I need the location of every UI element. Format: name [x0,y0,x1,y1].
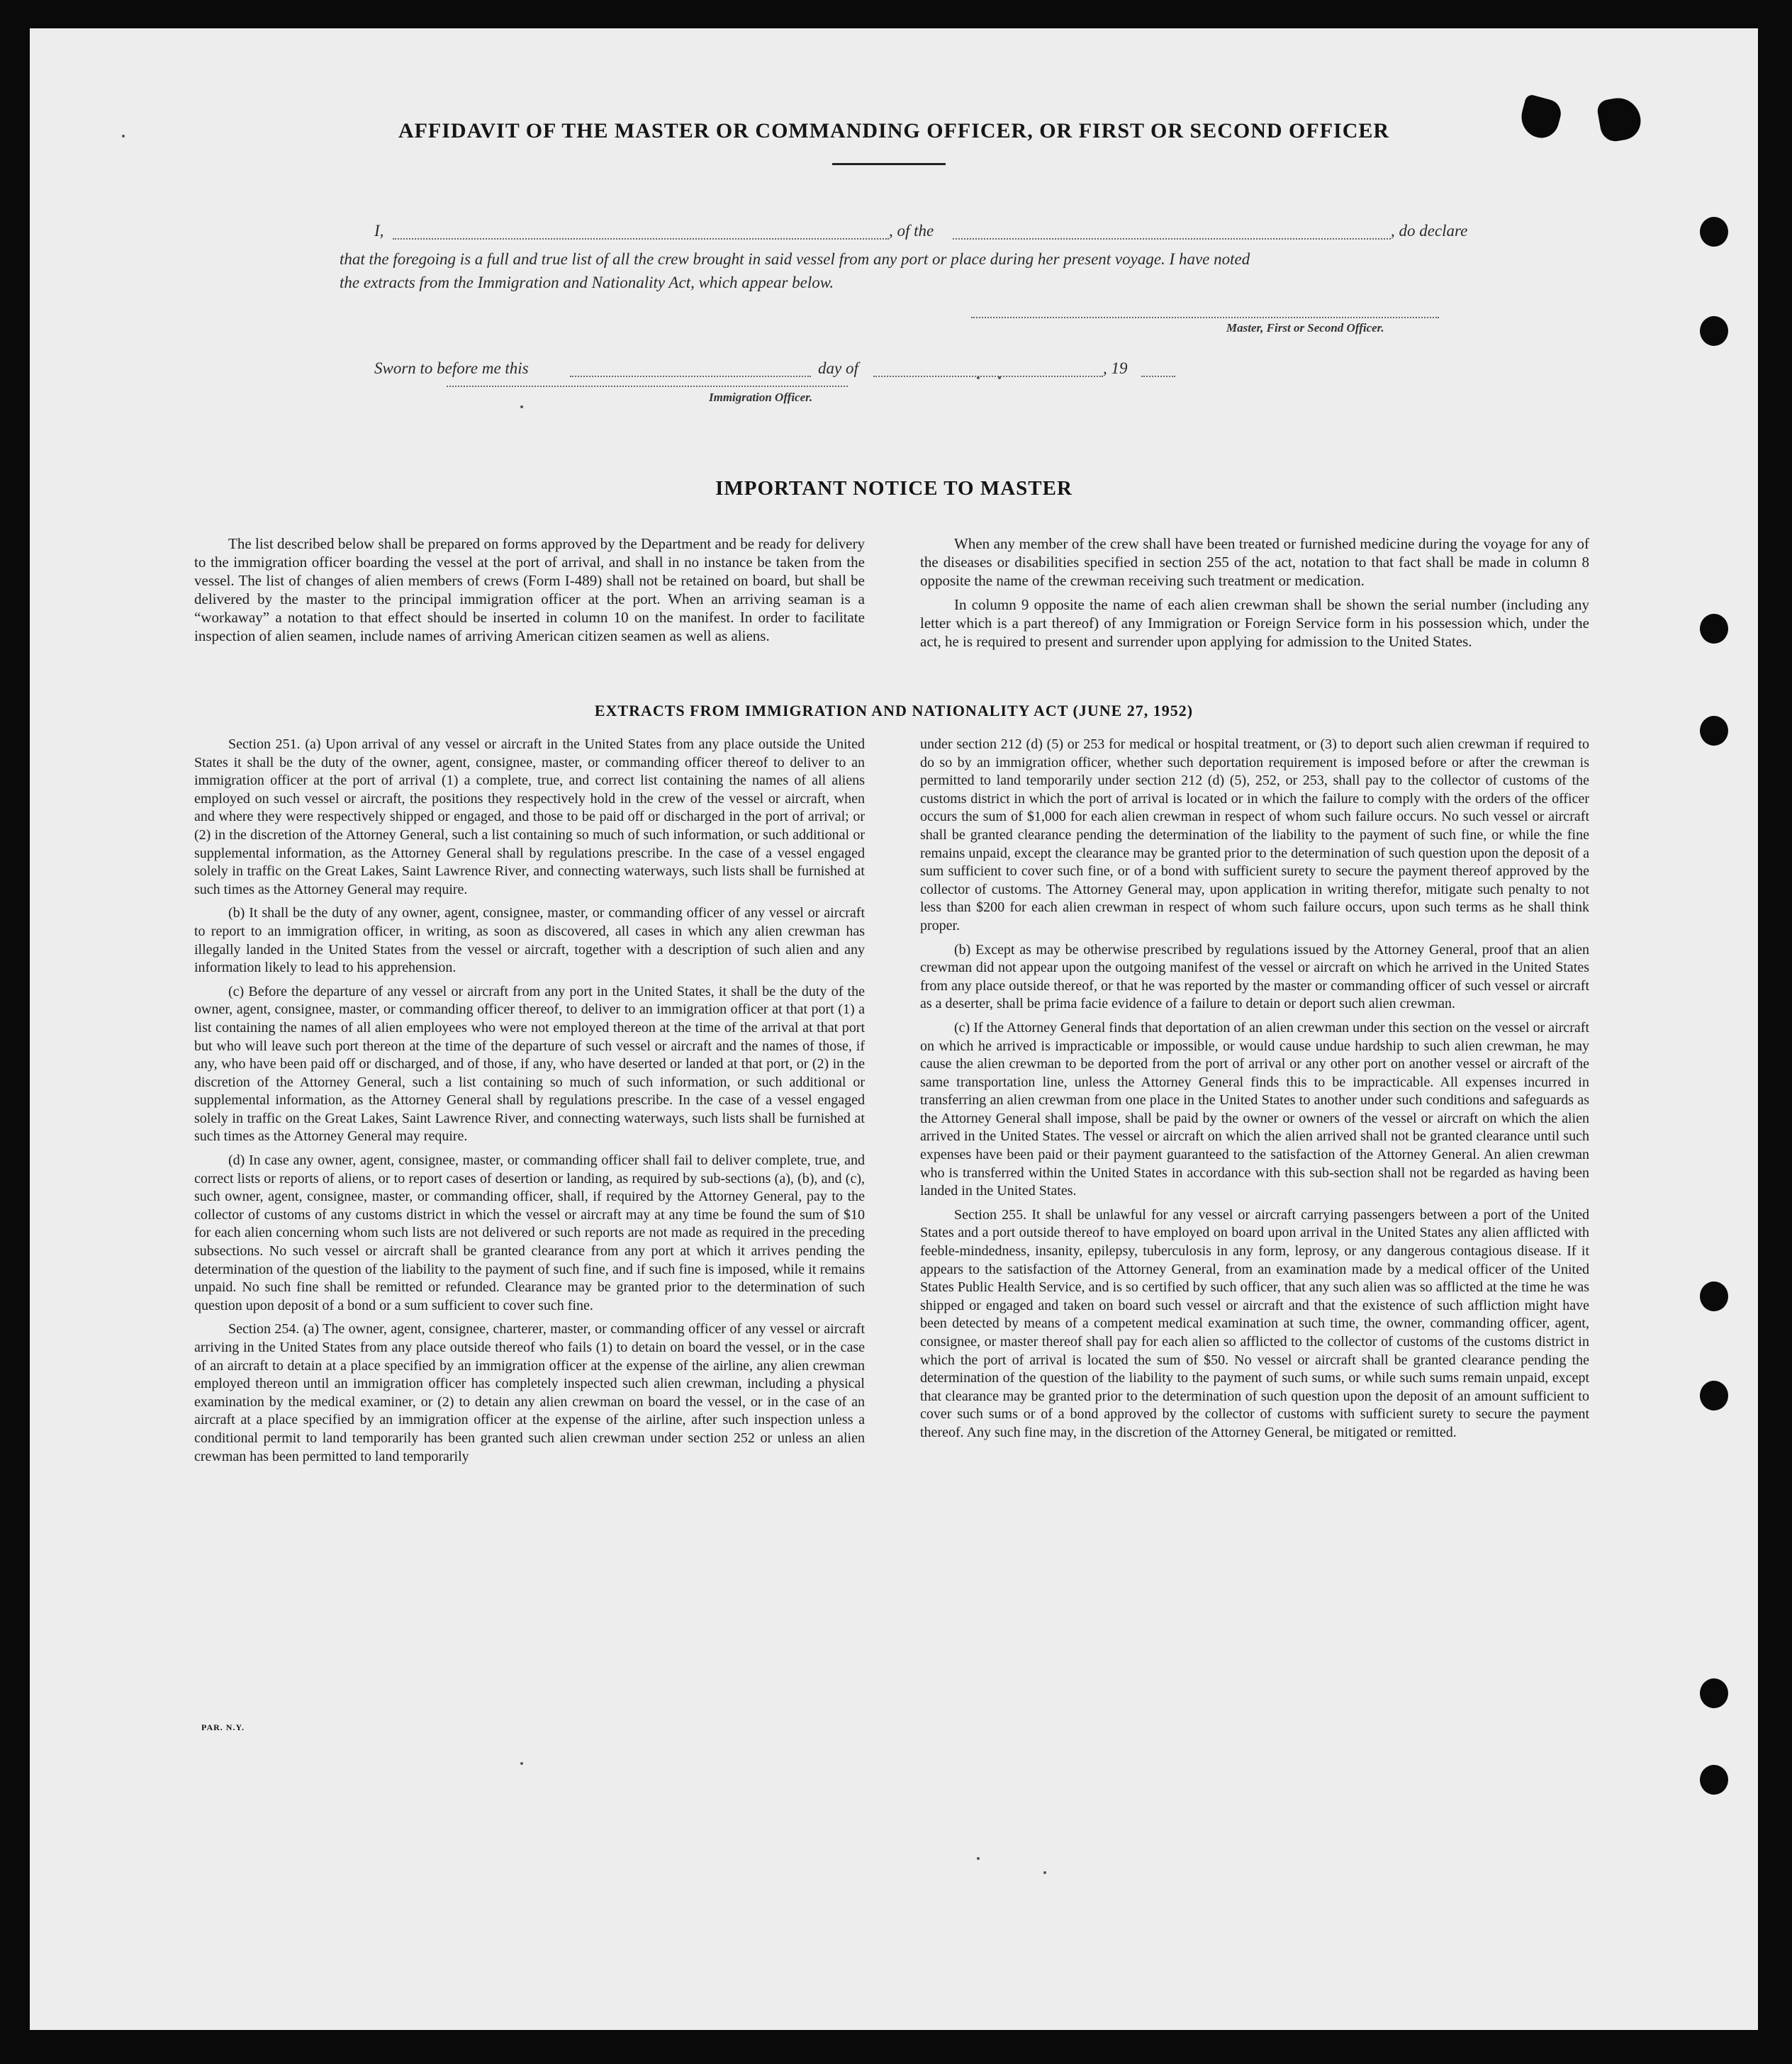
notice-heading: IMPORTANT NOTICE TO MASTER [715,477,1073,500]
sworn-day-blank[interactable] [570,376,811,377]
extract-paragraph: (c) If the Attorney General finds that deportation of an alien crewman under this section on the vessel or aircraft on which he arrived is impracticable or impossible, or would cause undue hardship to such alien crewman, he may cause the alien crewman to be deported from the port of arrival or any other port on another vessel or aircraft of the same transportation line, unless the Attorney General finds this to be impracticable. All expenses incurred in transferring an alien crewman from one place in the United States to another under such conditions and safeguards as the Attorney General shall impose, shall be paid by the owner or owners of the vessel or aircraft on which the alien arrived in the United States. The vessel or aircraft on which the alien arrived shall not be granted clearance until such expenses have been paid or their payment guaranteed to the satisfaction of the Attorney General. An alien crewman who is transferred within the United States in accordance with this sub-section shall not be regarded as having been landed in the United States. [920,1019,1589,1199]
notice-left-paragraph: The list described below shall be prepared on forms approved by the Department and be ready for delivery to the immigration officer boarding the vessel at the port of arrival, and shall in no instance be taken from the vessel. The list of changes of alien members of crews (Form I-489) shall not be retained on board, but shall be delivered by the master to the principal immigration officer at the port. When an arriving seaman is a “workaway” a notation to that effect should be inserted in column 10 on the manifest. In order to facilitate inspection of alien seamen, include names of arriving American citizen seamen as well as aliens. [194,535,865,644]
decl-do-declare-label: , do declare [1391,222,1468,240]
extracts-heading: EXTRACTS FROM IMMIGRATION AND NATIONALITY ACT (JUNE 27, 1952) [594,702,1194,719]
title-divider [832,163,946,165]
scan-speck [122,135,125,138]
name-blank[interactable] [393,238,889,240]
decl-i-label: I, [374,222,384,240]
punch-hole [1700,716,1728,746]
scan-speck [998,376,1001,379]
punch-hole [1700,1765,1728,1795]
punch-hole [1700,316,1728,346]
notice-right-paragraph: In column 9 opposite the name of each alien crewman shall be shown the serial number (including any letter which is a part thereof) of any Immigration or Foreign Service form in his possession which, under the act, he is required to present and surrender upon applying for admission to the United States. [920,596,1589,650]
extract-paragraph: Section 251. (a) Upon arrival of any vessel or aircraft in the United States from any place outside the United States it shall be the duty of the owner, agent, consignee, master, or commanding officer thereof to deliver to an immigration officer at the port of arrival (1) a complete, true, and correct list containing the names of all aliens employed on such vessel or aircraft, the positions they respectively hold in the crew of the vessel or aircraft, when and where they were respectively shipped or engaged, and those to be paid off or discharged in the port of arrival; or (2) in the discretion of the Attorney General, such a list containing so much of such information, or such additional or supplemental information, as the Attorney General shall by regulations prescribe. In the case of a vessel engaged solely in traffic on the Great Lakes, Saint Lawrence River, and connecting waterways, such lists shall be furnished at such times as the Attorney General may require. [194,736,865,897]
punch-hole [1700,1381,1728,1410]
decl-of-the-label: , of the [889,222,934,240]
officer-signature-line[interactable] [447,386,848,387]
extract-paragraph: (b) Except as may be otherwise prescribed by regulations issued by the Attorney General, proof that an alien crewman did not appear upon the outgoing manifest of the vessel or aircraft on which he arrived in the United States from any place outside thereof, or that he was reported by the master or commanding officer of such vessel or aircraft as a deserter, shall be prima facie evidence of a failure to detain or deport such alien crewman. [920,941,1589,1012]
punch-hole [1700,1678,1728,1708]
form-page [30,28,1758,2030]
extract-paragraph: (b) It shall be the duty of any owner, agent, consignee, master, or commanding officer of any vessel or aircraft to report to an immigration officer, in writing, as soon as discovered, all cases in which any alien crewman has illegally landed in the United States from the vessel or aircraft, together with a description of such alien and any information likely to lead to his apprehension. [194,905,865,976]
master-signature-caption: Master, First or Second Officer. [1226,321,1384,335]
scan-speck [520,405,523,408]
notice-right-paragraph: When any member of the crew shall have been treated or furnished medicine during the voyage for any of the diseases or disabilities specified in section 255 of the act, notation to that fact shall be made in column 8 opposite the name of the crewman receiving such treatment or medication. [920,535,1589,589]
notice-left-column [194,534,865,651]
punch-hole [1700,217,1728,247]
extract-paragraph: under section 212 (d) (5) or 253 for medical or hospital treatment, or (3) to deport such alien crewman if required to do so by an immigration officer, whether such deportation requirement is imposed before or after the crewman is permitted to land temporarily under section 212 (d) (5), 252, or 253, shall pay to the collector of customs of the customs district in which the port of arrival is located or in which the failure to comply with the orders of the officer occurs the sum of $1,000 for each alien crewman in respect of whom such failure occurs. No such vessel or aircraft shall be granted clearance pending the determination of the liability to the payment of such fine, or while the fine remains unpaid, except the clearance may be granted prior to the determination of such question upon the deposit of a sum sufficient to cover such fine, or of a bond with sufficient surety to secure the payment thereof approved by the collector of customs. The Attorney General may, upon application in writing therefor, mitigate such penalty to not less than $200 for each alien crewman in respect of whom such failure occurs, upon such terms as he shall think proper. [920,736,1589,933]
year-label: , 19 [1103,359,1128,377]
scan-speck [520,1762,523,1765]
officer-signature-caption: Immigration Officer. [709,391,813,404]
vessel-blank[interactable] [953,238,1391,240]
extracts-right-column [920,736,1589,1448]
affidavit-title: AFFIDAVIT OF THE MASTER OR COMMANDING OFFICER, OR FIRST OR SECOND OFFICER [398,119,1390,142]
extracts-left-column [194,736,865,1471]
decl-line-3: the extracts from the Immigration and Nationality Act, which appear below. [340,274,834,291]
master-signature-line[interactable] [971,317,1439,318]
extract-paragraph: Section 255. It shall be unlawful for any vessel or aircraft carrying passengers between a port of the United States and a port outside thereof to have employed on board upon arrival in the United States any alien afflicted with feeble-mindedness, insanity, epilepsy, tuberculosis in any form, leprosy, or any dangerous contagious disease. If it appears to the satisfaction of the Attorney General, from an examination made by a medical officer of the United States Public Health Service, and is so certified by such officer, that any such alien was so afflicted at the time he was shipped or engaged and taken on board such vessel or aircraft and that the existence of such affliction might have been detected by means of a competent medical examination at such time, the owner, commanding officer, agent, consignee, or master thereof shall pay for each alien so afflicted to the collector of customs of the customs district in which the port of arrival is located the sum of $50. No vessel or aircraft shall be granted clearance pending the determination of the question of the liability to the payment of such sums, or while such sums remain unpaid, except that clearance may be granted prior to the determination of such question upon the deposit of an amount sufficient to cover such sums or of a bond approved by the collector of customs with sufficient surety to secure the payment thereof. Any such fine may, in the discretion of the Attorney General, be mitigated or remitted. [920,1206,1589,1440]
scan-speck [977,1857,980,1860]
punch-hole [1700,614,1728,644]
day-of-label: day of [818,359,858,377]
sworn-month-blank[interactable] [873,376,1103,377]
punch-hole [1700,1281,1728,1311]
sworn-label: Sworn to before me this [374,359,529,377]
extract-paragraph: Section 254. (a) The owner, agent, consignee, charterer, master, or commanding officer of any vessel or aircraft arriving in the United States from any place outside thereof who fails (1) to detain on board the vessel, or in the case of an aircraft to detain at a place specified by an immigration officer at the expense of the airline, any alien crewman employed thereon until an immigration officer has completely inspected such alien crewman, including a physical examination by the medical examiner, or (2) to detain any alien crewman on board the vessel, or in the case of an aircraft at a place specified by an immigration officer at the expense of the airline, after such inspection unless a conditional permit to land temporarily has been granted such alien crewman under section 252 or unless an alien crewman has been permitted to land temporarily [194,1321,865,1464]
printer-imprint: PAR. N.Y. [201,1722,245,1732]
sworn-year-blank[interactable] [1141,376,1175,377]
scan-speck [1043,1871,1046,1874]
extract-paragraph: (d) In case any owner, agent, consignee, master, or commanding officer shall fail to deliver complete, true, and correct lists or reports of aliens, or to report cases of desertion or landing, as required by sub-sections (a), (b), and (c), such owner, agent, consignee, master, or commanding officer, shall, if required by the Attorney General, pay to the collector of customs of any customs district in which the vessel or aircraft may at any time be found the sum of $10 for each alien concerning whom such lists are not delivered or such reports are not made as required in the preceding subsections. No such vessel or aircraft shall be granted clearance from any port at which it arrives pending the determination of the question of the liability to the payment of such fine, and if such fine is imposed, while it remains unpaid. No such fine shall be remitted or refunded. Clearance may be granted prior to the determination of such question upon deposit of a bond or a sum sufficient to cover such fine. [194,1152,865,1313]
decl-line-2: that the foregoing is a full and true list of all the crew brought in said vessel from any port or place during her present voyage. I have noted [340,250,1250,268]
notice-right-column [920,534,1589,656]
scan-speck [977,376,980,379]
extract-paragraph: (c) Before the departure of any vessel or aircraft from any port in the United States, it shall be the duty of the owner, agent, consignee, master, or commanding officer thereof, to deliver to an immigration officer at that port (1) a list containing the names of all alien employees who were not employed thereon at the time of the arrival at that port but who will leave such port thereon at the time of the departure of such vessel or aircraft and the names of those, if any, who have been paid off or discharged, and of those, if any, who have deserted or landed at that port, or (2) in the discretion of the Attorney General, such a list containing so much of such information, or such additional or supplemental information, as the Attorney General shall by regulations prescribe. In the case of a vessel engaged solely in traffic on the Great Lakes, Saint Lawrence River, and connecting waterways, such lists shall be furnished at such times as the Attorney General may require. [194,983,865,1145]
